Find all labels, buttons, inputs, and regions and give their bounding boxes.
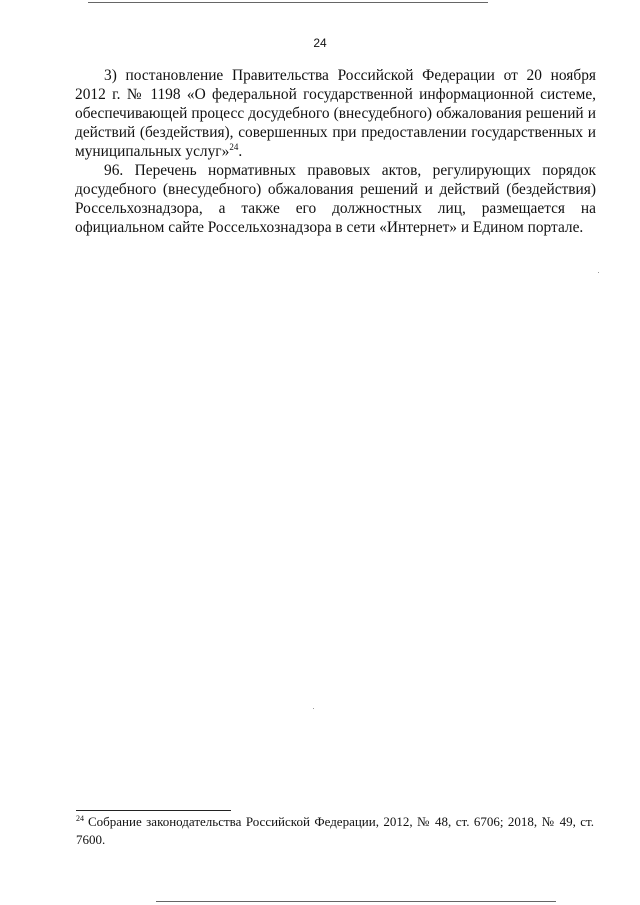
scan-speck [313,708,314,709]
footnote-text: Собрание законодательства Российской Федерации, 2012, № 48, ст. 6706; 2018, № 49, ст. 7600. [76,814,594,847]
paragraph-96 [75,161,596,237]
footnote [76,813,594,849]
paragraph-tail: . [238,143,243,160]
footnote-separator [76,810,231,811]
paragraph-text: 3) постановление Правительства Российской Федерации от 20 ноября 2012 г. № 1198 «О федеральной государственной информационной системе, обеспечивающей процесс досудебного (внесудебного) обжалования решений и действий (бездействия), совершенных при предоставлении государственных и муниципальных услуг» [75,67,596,160]
page-number: 24 [313,36,327,50]
scan-speck [598,272,599,273]
footnote-reference[interactable]: 24 [229,141,239,152]
footnote-marker: 24 [76,813,84,823]
paragraph-resolution-1198 [75,66,596,161]
scan-edge-top [88,2,488,3]
scan-edge-bottom [156,901,556,902]
paragraph-text: 96. Перечень нормативных правовых актов, регулирующих порядок досудебного (внесудебного) обжалования решений и действий (бездействия) Россельхознадзора, а также его должностных лиц, размещается на официальном сайте Россельхознадзора в сети «Интернет» и Едином портале. [75,162,596,236]
document-body [75,66,596,237]
